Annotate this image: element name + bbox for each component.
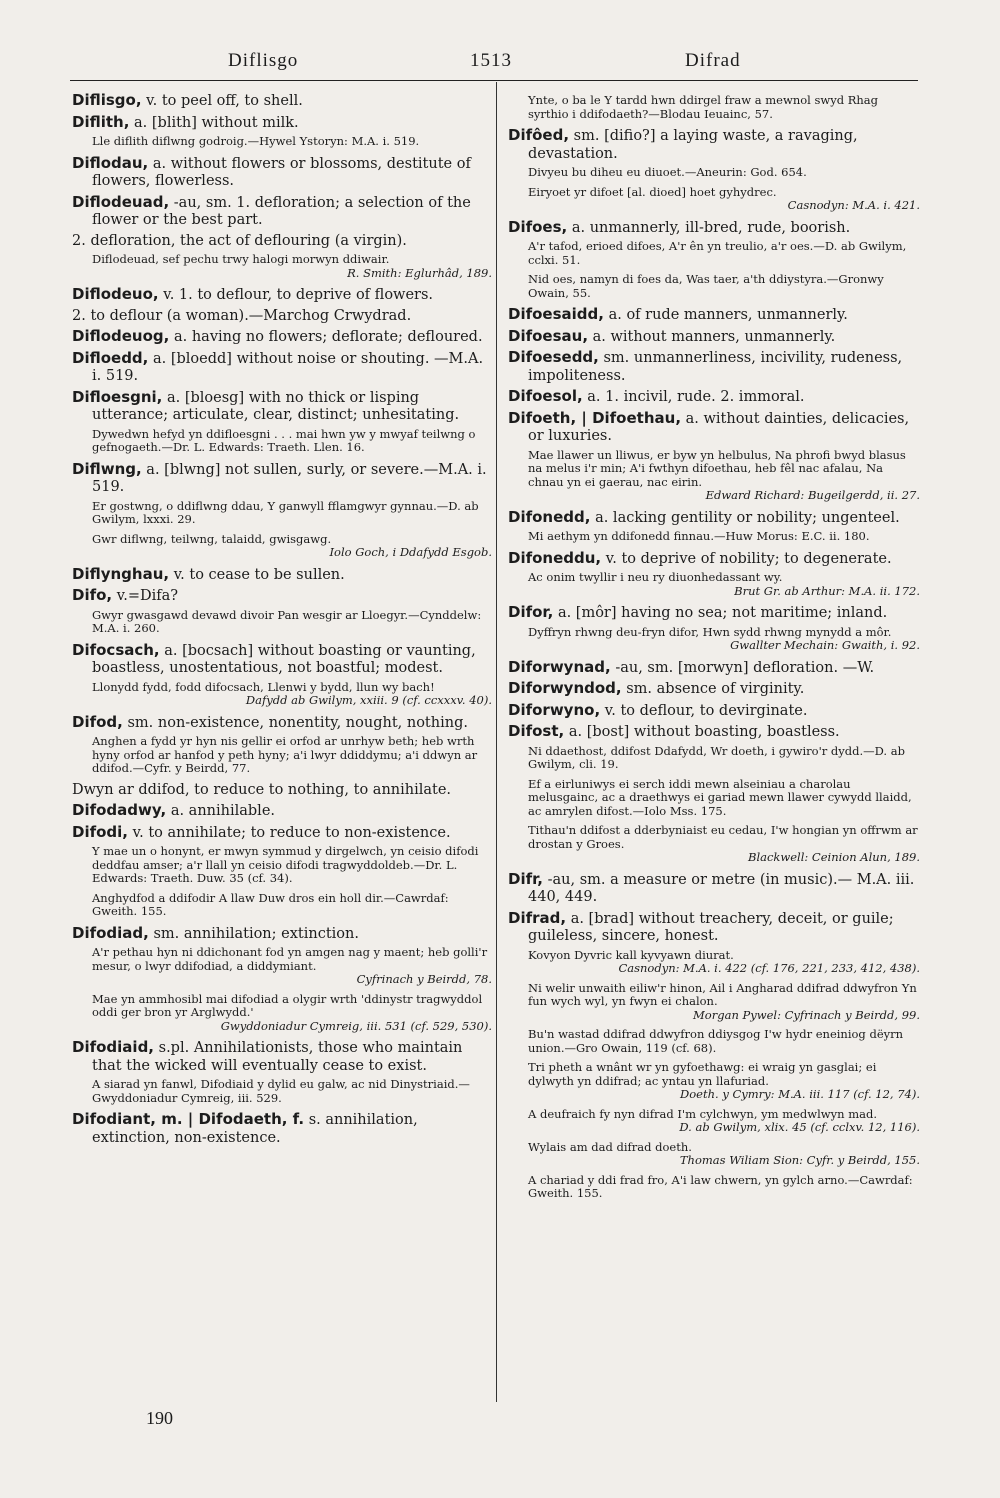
dictionary-entry: [72, 308, 492, 326]
definition: v. 1. to deflour, to deprive of flowers.: [163, 287, 434, 303]
dictionary-entry: [72, 194, 492, 230]
header-page-number: 1513: [470, 50, 512, 71]
header-rule: [70, 80, 918, 81]
definition: -au, sm. a measure or metre (in music).— M.A. iii. 440, 449.: [528, 871, 915, 905]
quotation: [528, 1061, 920, 1102]
definition: v.=Difa?: [116, 588, 179, 604]
quotation: [528, 745, 920, 772]
definition: v. to cease to be sullen.: [173, 566, 345, 583]
dictionary-entry: [508, 723, 920, 742]
definition: a. lacking gentility or nobility; ungenteel.: [595, 509, 900, 526]
quotation-source: Blackwell: Ceinion Alun, 189.: [748, 850, 920, 864]
quotation-source: R. Smith: Eglurhâd, 189.: [347, 265, 492, 280]
headword: Diflodeuo,: [72, 285, 159, 303]
headword: Difoneddu,: [508, 548, 602, 567]
quotation-text: A'r pethau hyn ni ddichonant fod yn amgen nag y maent; heb golli'r mesur, o lwyr ddifodiad, a diddymiant.: [92, 945, 488, 973]
quotation: [92, 428, 492, 455]
definition: a. without dainties, delicacies, or luxuries.: [528, 410, 910, 444]
headword: Difodadwy,: [72, 801, 167, 819]
headword: Diforwyndod,: [508, 679, 622, 697]
definition: v. to deflour, to devirginate.: [604, 702, 808, 719]
quotation-text: Nid oes, namyn di foes da, Was taer, a'th ddiystyra.—Gronwy Owain, 55.: [528, 272, 884, 300]
dictionary-entry: [72, 782, 492, 800]
dictionary-entry: [72, 114, 492, 133]
quotation-text: A siarad yn fanwl, Difodiaid y dylid eu galw, ac nid Dinystriaid.—Gwyddoniadur Cymreig, iii. 529.: [92, 1077, 470, 1105]
quotation: [528, 449, 920, 503]
headword: Difocsach,: [72, 640, 160, 659]
header-left-guide-word: Diflisgo: [228, 50, 299, 71]
definition: a. without manners, unmannerly.: [592, 328, 836, 345]
quotation-text: A'r tafod, erioed difoes, A'r ên yn treulio, a'r oes.—D. ab Gwilym, cclxi. 51.: [528, 239, 907, 267]
dictionary-entry: [508, 349, 920, 385]
quotation: [92, 500, 492, 527]
quotation: [528, 1174, 920, 1201]
dictionary-entry: [508, 127, 920, 163]
quotation-source: Thomas Wiliam Sion: Cyfr. y Beirdd, 155.: [679, 1153, 920, 1167]
dictionary-entry: [72, 1039, 492, 1075]
headword: Difodi,: [72, 822, 129, 841]
definition: Dwyn ar ddifod, to reduce to nothing, to annihilate.: [72, 781, 452, 798]
dictionary-entry: [72, 233, 492, 251]
quotation-source: Doeth. y Cymry: M.A. iii. 117 (cf. 12, 74).: [680, 1087, 920, 1101]
quotation: [92, 533, 492, 560]
quotation-text: Y mae un o honynt, er mwyn symmud y dirgelwch, yn ceisio difodi deddfau amser; a'r llall yn ceisio difodi tragwyddoldeb.—Dr. L. Edwards: Traeth. Duw. 35 (cf. 34).: [92, 844, 479, 885]
quotation: [528, 1028, 920, 1055]
quotation-text: Wylais am dad difrad doeth.: [528, 1139, 692, 1154]
headword: Difloedd,: [72, 348, 149, 367]
headword: Difoesedd,: [508, 348, 599, 366]
definition: a. [bost] without boasting, boastless.: [568, 724, 840, 740]
quotation: [528, 273, 920, 300]
dictionary-entry: [508, 410, 920, 446]
definition: a. [bocsach] without boasting or vaunting, boastless, unostentatious, not boastful; modest.: [92, 642, 476, 676]
headword: Difost,: [508, 722, 565, 740]
quotation: [92, 735, 492, 776]
quotation-text: Ac onim twyllir i neu ry diuonhedassant wy.: [528, 570, 783, 584]
dictionary-entry: [508, 388, 920, 407]
headword: Difo,: [72, 586, 113, 604]
definition: 2. to deflour (a woman).—Marchog Crwydrad.: [72, 307, 412, 324]
quotation: [92, 993, 492, 1034]
headword: Difoesau,: [508, 326, 589, 345]
definition: v. to peel off, to shell.: [146, 93, 303, 109]
quotation: [528, 1108, 920, 1135]
quotation-text: Gwr diflwng, teilwng, talaidd, gwisgawg.: [92, 531, 332, 546]
quotation-text: Mae yn ammhosibl mai difodiad a olygir wrth 'ddinystr tragwyddol oddi ger bron yr Arglwydd.': [92, 991, 483, 1019]
quotation-text: Er gostwng, o ddiflwng ddau, Y ganwyll fflamgwyr gynnau.—D. ab Gwilym, lxxxi. 29.: [92, 498, 479, 526]
header-right-guide-word: Difrad: [685, 50, 741, 71]
definition: a. annihilable.: [170, 803, 276, 819]
quotation-source: Morgan Pywel: Cyfrinach y Beirdd, 99.: [693, 1007, 920, 1022]
definition: a. [môr] having no sea; not maritime; inland.: [557, 605, 888, 621]
quotation: [92, 1078, 492, 1105]
headword: Difoeth, | Difoethau,: [508, 408, 682, 427]
headword: Difoesaidd,: [508, 305, 604, 323]
headword: Difôed,: [508, 126, 570, 144]
dictionary-entry: [72, 92, 492, 111]
definition: a. without flowers or blossoms, destitute of flowers, flowerless.: [92, 155, 471, 189]
quotation: [528, 530, 920, 544]
definition: a. of rude manners, unmannerly.: [608, 307, 848, 323]
headword: Diflodau,: [72, 153, 149, 172]
quotation-text: Dywedwn hefyd yn ddifloesgni . . . mai hwn yw y mwyaf teilwng o gefnogaeth.—Dr. L. Edwards: Traeth. Llen. 16.: [92, 426, 476, 454]
definition: sm. annihilation; extinction.: [153, 925, 359, 942]
quotation-text: Divyeu bu diheu eu diuoet.—Aneurin: God. 654.: [528, 165, 807, 179]
quotation-source: Cyfrinach y Beirdd, 78.: [356, 972, 492, 986]
headword: Diflwng,: [72, 459, 142, 478]
quotation-text: Tri pheth a wnânt wr yn gyfoethawg: ei wraig yn gasglai; ei dylwyth yn ddifrad; ac yntau yn llafuriad.: [528, 1060, 877, 1088]
headword: Difonedd,: [508, 507, 591, 526]
headword: Diflodeuog,: [72, 327, 170, 345]
right-column: [508, 92, 920, 1207]
quotation: [92, 253, 492, 280]
quotation-text: Kovyon Dyvric kall kyvyawn diurat.: [528, 947, 734, 962]
quotation-text: Eiryoet yr difoet [al. dioed] hoet gyhydrec.: [528, 184, 777, 199]
quotation-text: Tithau'n ddifost a dderbyniaist eu cedau, I'w hongian yn offrwm ar drostan y Groes.: [528, 823, 918, 851]
dictionary-entry: [72, 286, 492, 305]
dictionary-entry: [508, 328, 920, 347]
headword: Difrad,: [508, 908, 567, 927]
quotation-text: Dyffryn rhwng deu-fryn difor, Hwn sydd rhwng mynydd a môr.: [528, 624, 892, 639]
headword: Difodiant, m. | Difodaeth, f.: [72, 1110, 305, 1128]
quotation-text: Diflodeuad, sef pechu trwy halogi morwyn ddiwair.: [92, 252, 390, 266]
quotation: [528, 186, 920, 213]
quotation: [92, 609, 492, 636]
quotation: [528, 778, 920, 819]
definition: sm. absence of virginity.: [626, 681, 805, 697]
headword: Diforwynad,: [508, 657, 611, 676]
quotation-source: Casnodyn: M.A. i. 421.: [787, 198, 920, 212]
definition: v. to deprive of nobility; to degenerate.: [605, 550, 892, 567]
dictionary-entry: [72, 389, 492, 425]
dictionary-entry: [508, 550, 920, 569]
dictionary-entry: [72, 155, 492, 191]
definition: a. [bloedd] without noise or shouting. —M.A. i. 519.: [92, 350, 484, 384]
dictionary-entry: [72, 714, 492, 733]
quotation: [528, 1141, 920, 1168]
quotation-source: Dafydd ab Gwilym, xxiii. 9 (cf. ccxxxv. 40).: [245, 693, 492, 707]
quotation: [92, 892, 492, 919]
dictionary-entry: [72, 461, 492, 497]
dictionary-entry: [508, 910, 920, 946]
dictionary-entry: [508, 219, 920, 238]
quotation-source: Iolo Goch, i Ddafydd Esgob.: [329, 545, 492, 559]
definition: sm. [difio?] a laying waste, a ravaging, devastation.: [528, 128, 858, 162]
quotation-text: Gwyr gwasgawd devawd divoir Pan wesgir ar Lloegyr.—Cynddelw: M.A. i. 260.: [92, 607, 482, 635]
headword: Difoesol,: [508, 387, 583, 405]
quotation-source: Gwyddoniadur Cymreig, iii. 531 (cf. 529, 530).: [220, 1018, 492, 1033]
quotation-text: Ynte, o ba le Y tardd hwn ddirgel fraw a mewnol swyd Rhag syrthio i ddifodaeth?—Blodau Ieuainc, 57.: [528, 93, 879, 121]
quotation-text: Mi aethym yn ddifonedd finnau.—Huw Morus: E.C. ii. 180.: [528, 529, 870, 543]
headword: Diflisgo,: [72, 91, 142, 109]
dictionary-entry: [72, 925, 492, 944]
quotation: [92, 845, 492, 886]
quotation: [92, 946, 492, 987]
definition: a. 1. incivil, rude. 2. immoral.: [587, 389, 805, 405]
running-header: [70, 44, 918, 80]
quotation-text: Bu'n wastad ddifrad ddwyfron ddiysgog I'w hydr eneiniog dëyrn union.—Gro Owain, 119 (cf. 68).: [528, 1027, 904, 1055]
quotation-text: Ni welir unwaith eiliw'r hinon, Ail i Angharad ddifrad ddwyfron Yn fun wych wyl, yn fwyn ei chalon.: [528, 980, 917, 1008]
dictionary-entry: [72, 642, 492, 678]
quotation-text: Ni ddaethost, ddifost Ddafydd, Wr doeth, i gywiro'r dydd.—D. ab Gwilym, cli. 19.: [528, 743, 905, 771]
quotation: [528, 626, 920, 653]
dictionary-entry: [72, 350, 492, 386]
quotation: [528, 571, 920, 598]
quotation-text: Mae llawer un lliwus, er byw yn helbulus, Na phrofi bwyd blasus na melus i'r min; A'i fwthyn difoethau, heb fêl nac afalau, Na chnau yn ei gaerau, nac eirin.: [528, 447, 906, 489]
definition: 2. defloration, the act of deflouring (a virgin).: [72, 232, 407, 249]
headword: Difloesgni,: [72, 387, 163, 406]
quotation-source: Edward Richard: Bugeilgerdd, ii. 27.: [705, 488, 920, 502]
quotation-text: A deufraich fy nyn difrad I'm cylchwyn, ym medwlwyn mad.: [528, 1106, 877, 1121]
definition: a. [blith] without milk.: [134, 114, 299, 131]
column-divider: [496, 82, 497, 1402]
headword: Difoes,: [508, 217, 568, 236]
dictionary-entry: [508, 659, 920, 678]
quotation-text: Llonydd fydd, fodd difocsach, Llenwi y bydd, llun wy bach!: [92, 679, 435, 694]
definition: s.pl. Annihilationists, those who maintain that the wicked will eventually cease to exist.: [92, 1040, 463, 1074]
quotation: [528, 824, 920, 865]
definition: sm. unmannerliness, incivility, rudeness, impoliteness.: [528, 350, 903, 384]
headword: Difodiad,: [72, 923, 149, 942]
quotation: [92, 681, 492, 708]
headword: Diflynghau,: [72, 564, 170, 583]
quotation: [528, 949, 920, 976]
dictionary-entry: [508, 604, 920, 623]
headword: Diforwyno,: [508, 700, 601, 719]
dictionary-entry: [72, 1111, 492, 1147]
definition: v. to annihilate; to reduce to non-existence.: [132, 824, 451, 841]
definition: a. having no flowers; deflorate; defloured.: [173, 329, 483, 345]
quotation-source: Casnodyn: M.A. i. 422 (cf. 176, 221, 233, 412, 438).: [618, 961, 920, 975]
dictionary-entry: [72, 824, 492, 843]
definition: sm. non-existence, nonentity, nought, nothing.: [127, 714, 468, 731]
quotation-text: Anghen a fydd yr hyn nis gellir ei orfod ar unrhyw beth; heb wrth hyny orfod ar hanfod y peth hyny; a'i lwyr ddiddymu; a'i ddwyn ar ddifod.—Cyfr. y Beirdd, 77.: [92, 734, 478, 775]
dictionary-entry: [508, 509, 920, 528]
dictionary-entry: [72, 587, 492, 606]
quotation-text: Ef a eirluniwys ei serch iddi mewn alseiniau a charolau melusgainc, ac a draethwys ei gariad mewn llawer cywydd llaidd, ac amrylen difost.—Iolo Mss. 175.: [528, 776, 912, 818]
signature-number: 190: [146, 1408, 173, 1428]
headword: Diflith,: [72, 112, 130, 131]
quotation: [528, 240, 920, 267]
definition: a. [brad] without treachery, deceit, or guile; guileless, sincere, honest.: [528, 910, 894, 944]
quotation-source: D. ab Gwilym, xlix. 45 (cf. cclxv. 12, 116).: [679, 1120, 920, 1134]
quotation: [528, 982, 920, 1023]
definition: -au, sm. 1. defloration; a selection of the flower or the best part.: [92, 194, 471, 228]
dictionary-entry: [72, 566, 492, 585]
left-column: [72, 92, 492, 1150]
dictionary-entry: [72, 802, 492, 821]
definition: s. annihilation, extinction, non-existence.: [92, 1112, 418, 1146]
quotation-text: Lle diflith diflwng godroig.—Hywel Ystoryn: M.A. i. 519.: [92, 134, 420, 148]
quotation: [528, 94, 920, 121]
headword: Difodiaid,: [72, 1038, 155, 1056]
definition: a. [blwng] not sullen, surly, or severe.—M.A. i. 519.: [92, 461, 487, 495]
dictionary-entry: [508, 680, 920, 699]
quotation: [528, 166, 920, 180]
dictionary-entry: [508, 702, 920, 721]
definition: a. [bloesg] with no thick or lisping utterance; articulate, clear, distinct; unhesitating.: [92, 389, 460, 423]
quotation: [92, 135, 492, 149]
dictionary-entry: [508, 306, 920, 325]
headword: Difor,: [508, 603, 554, 621]
dictionary-entry: [508, 871, 920, 907]
headword: Difr,: [508, 869, 544, 888]
quotation-text: A chariad y ddi frad fro, A'i law chwern, yn gylch arno.—Cawrdaf: Gweith. 155.: [528, 1172, 913, 1200]
dictionary-entry: [72, 328, 492, 347]
headword: Diflodeuad,: [72, 192, 170, 211]
quotation-source: Brut Gr. ab Arthur: M.A. ii. 172.: [734, 583, 920, 598]
definition: -au, sm. [morwyn] defloration. —W.: [615, 659, 875, 676]
quotation-source: Gwallter Mechain: Gwaith, i. 92.: [730, 638, 920, 652]
quotation-text: Anghydfod a ddifodir A llaw Duw dros ein holl dir.—Cawrdaf: Gweith. 155.: [92, 890, 449, 918]
headword: Difod,: [72, 712, 123, 731]
definition: a. unmannerly, ill-bred, rude, boorish.: [571, 219, 851, 236]
